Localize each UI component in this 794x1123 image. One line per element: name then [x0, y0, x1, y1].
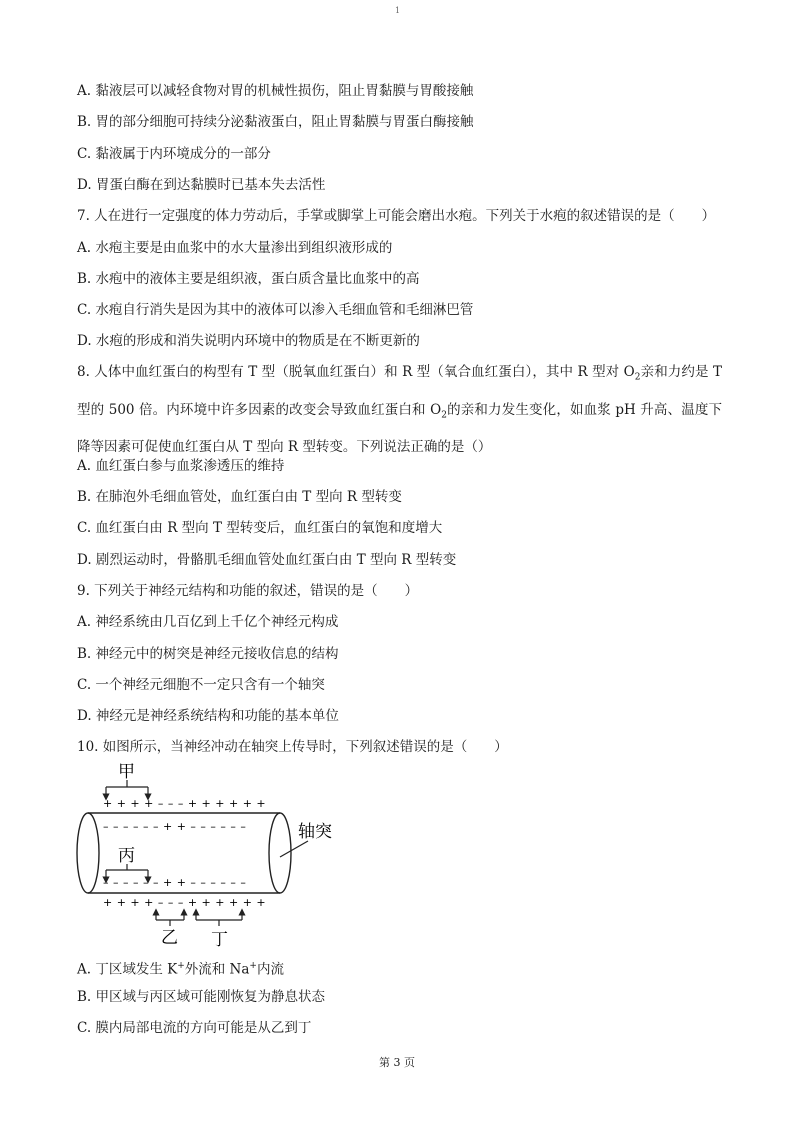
q9-option-c: C. 一个神经元细胞不一定只含有一个轴突: [77, 677, 325, 693]
top-outer-charges: + + + + – – – + + + + + +: [103, 797, 267, 810]
q7-option-b: B. 水疱中的液体主要是组织液，蛋白质含量比血浆中的高: [77, 271, 420, 287]
q9-stem: 9. 下列关于神经元结构和功能的叙述，错误的是（ ）: [77, 583, 419, 599]
q7-option-c: C. 水疱自行消失是因为其中的液体可以渗入毛细血管和毛细淋巴管: [77, 302, 474, 318]
q9-option-b: B. 神经元中的树突是神经元接收信息的结构: [77, 646, 339, 662]
label-bing: 丙: [118, 846, 135, 866]
q8-option-a: A. 血红蛋白参与血浆渗透压的维持: [77, 458, 285, 474]
q10-option-a-mid: 外流和 Na: [184, 961, 250, 978]
q10-stem: 10. 如图所示，当神经冲动在轴突上传导时，下列叙述错误的是（ ）: [77, 739, 508, 755]
q8-stem-part3: 的亲和力发生变化，如血浆 pH 升高、温度下降等因素可促使血红蛋白从 T 型向 R 型转变。下列说法正确的是（）: [77, 401, 722, 456]
q7-option-d: D. 水疱的形成和消失说明内环境中的物质是在不断更新的: [77, 333, 420, 349]
label-yi: 乙: [161, 928, 178, 948]
q8-stem-part1: 8. 人体中血红蛋白的构型有 T 型（脱氧血红蛋白）和 R 型（氧合血红蛋白），其中 R 型对 O: [77, 364, 635, 380]
page-top-mark: 1: [395, 6, 401, 15]
yi-bracket: [156, 912, 184, 926]
label-axon: 轴突: [298, 822, 332, 842]
q10-option-a: [77, 957, 284, 979]
ding-bracket: [196, 912, 242, 926]
axon-diagram: [70, 760, 350, 950]
top-inner-charges: – – – – – – + + – – – – – –: [103, 820, 247, 833]
q8-option-d: D. 剧烈运动时，骨骼肌毛细血管处血红蛋白由 T 型向 R 型转变: [77, 552, 457, 568]
q10-option-a-post: 内流: [256, 961, 284, 978]
q8-stem: [77, 356, 722, 463]
q9-option-d: D. 神经元是神经系统结构和功能的基本单位: [77, 708, 339, 724]
page-number: 第 3 页: [379, 1056, 415, 1069]
axon-pointer-line: [280, 841, 308, 857]
q7-stem: 7. 人在进行一定强度的体力劳动后，手掌或脚掌上可能会磨出水疱。下列关于水疱的叙述错误的是（ ）: [77, 208, 716, 224]
q7-option-a: A. 水疱主要是由血浆中的水大量渗出到组织液形成的: [77, 240, 393, 256]
label-ding: 丁: [211, 930, 228, 950]
q8-stem-part2: 亲和力约是 T 型的 500 倍。内环境中许多因素的改变会导致血红蛋白和 O: [77, 364, 722, 418]
q8-subscript-1: 2: [634, 372, 641, 383]
jia-bracket: [106, 780, 148, 797]
q10-option-a-sup1: +: [177, 961, 185, 971]
q8-option-b: B. 在肺泡外毛细血管处，血红蛋白由 T 型向 R 型转变: [77, 489, 402, 505]
q9-option-a: A. 神经系统由几百亿到上千亿个神经元构成: [77, 614, 339, 630]
q6-option-b: B. 胃的部分细胞可持续分泌黏液蛋白，阻止胃黏膜与胃蛋白酶接触: [77, 114, 474, 130]
bottom-outer-charges: + + + + – – – + + + + + +: [103, 896, 267, 909]
label-jia: 甲: [118, 762, 135, 782]
q10-option-b: B. 甲区域与丙区域可能刚恢复为静息状态: [77, 989, 326, 1005]
q8-option-c: C. 血红蛋白由 R 型向 T 型转变后，血红蛋白的氧饱和度增大: [77, 520, 443, 536]
q10-option-a-sup2: +: [249, 961, 257, 971]
q10-option-a-pre: A. 丁区域发生 K: [77, 961, 178, 978]
q6-option-c: C. 黏液属于内环境成分的一部分: [77, 146, 271, 162]
q8-subscript-2: 2: [441, 410, 447, 421]
q6-option-d: D. 胃蛋白酶在到达黏膜时已基本失去活性: [77, 177, 326, 193]
q10-option-c: C. 膜内局部电流的方向可能是从乙到丁: [77, 1020, 312, 1036]
q6-option-a: A. 黏液层可以减轻食物对胃的机械性损伤，阻止胃黏膜与胃酸接触: [77, 83, 474, 99]
bottom-inner-charges: – – – – – – + + – – – – – –: [103, 876, 247, 889]
